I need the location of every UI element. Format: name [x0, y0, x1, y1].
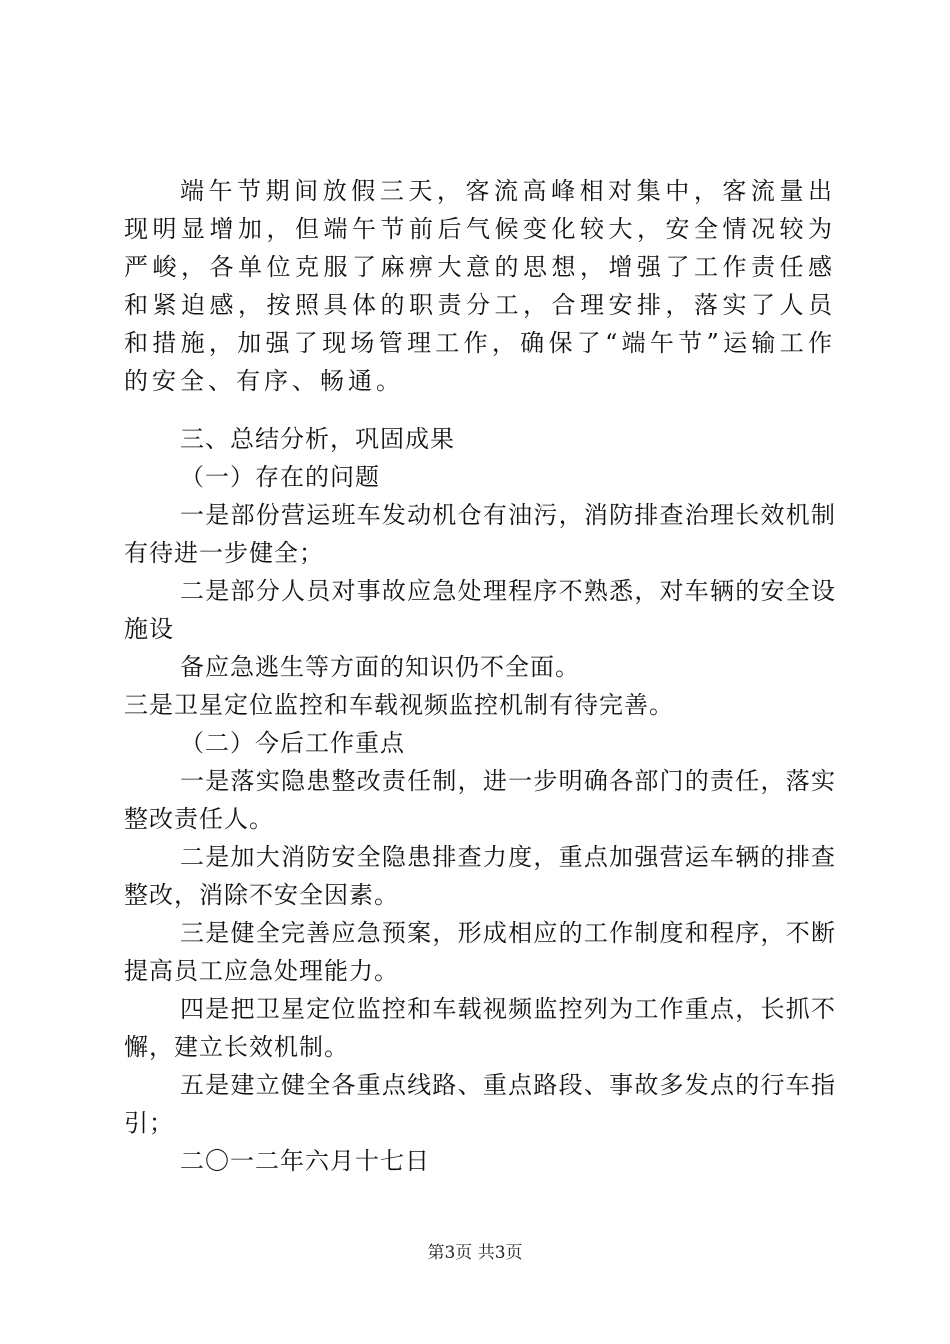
problem-item-2: 二是部分人员对事故应急处理程序不熟悉，对车辆的安全设施设 — [124, 577, 836, 643]
priority-item-1: 一是落实隐患整改责任制，进一步明确各部门的责任，落实整改责任人。 — [124, 767, 836, 833]
priority-item-5: 五是建立健全各重点线路、重点路段、事故多发点的行车指引； — [124, 1071, 836, 1137]
paragraph-gap — [124, 400, 836, 420]
problem-item-2-continuation: 备应急逃生等方面的知识仍不全面。 — [180, 653, 580, 681]
subsection-title-priorities: （二）今后工作重点 — [180, 729, 405, 757]
section-title: 三、总结分析，巩固成果 — [180, 425, 455, 453]
priority-item-3: 三是健全完善应急预案，形成相应的工作制度和程序，不断提高员工应急处理能力。 — [124, 919, 836, 985]
priority-item-4: 四是把卫星定位监控和车载视频监控列为工作重点，长抓不懈，建立长效机制。 — [124, 995, 836, 1061]
problem-item-1: 一是部份营运班车发动机仓有油污，消防排查治理长效机制有待进一步健全； — [124, 501, 836, 567]
document-date: 二〇一二年六月十七日 — [180, 1147, 430, 1175]
subsection-title-problems: （一）存在的问题 — [180, 463, 380, 491]
problem-item-3: 三是卫星定位监控和车载视频监控机制有待完善。 — [124, 691, 674, 719]
intro-paragraph: 端午节期间放假三天，客流高峰相对集中，客流量出现明显增加，但端午节前后气候变化较大，安全情况较为严峻，各单位克服了麻痹大意的思想，增强了工作责任感和紧迫感，按照具体的职责分工，合理安排，落实了人员和措施，加强了现场管理工作，确保了“端午节”运输工作的安全、有序、畅通。 — [124, 177, 836, 395]
priority-item-2: 二是加大消防安全隐患排查力度，重点加强营运车辆的排查整改，消除不安全因素。 — [124, 843, 836, 909]
document-body — [124, 172, 836, 1180]
page-footer: 第3页 共3页 — [427, 1243, 523, 1263]
